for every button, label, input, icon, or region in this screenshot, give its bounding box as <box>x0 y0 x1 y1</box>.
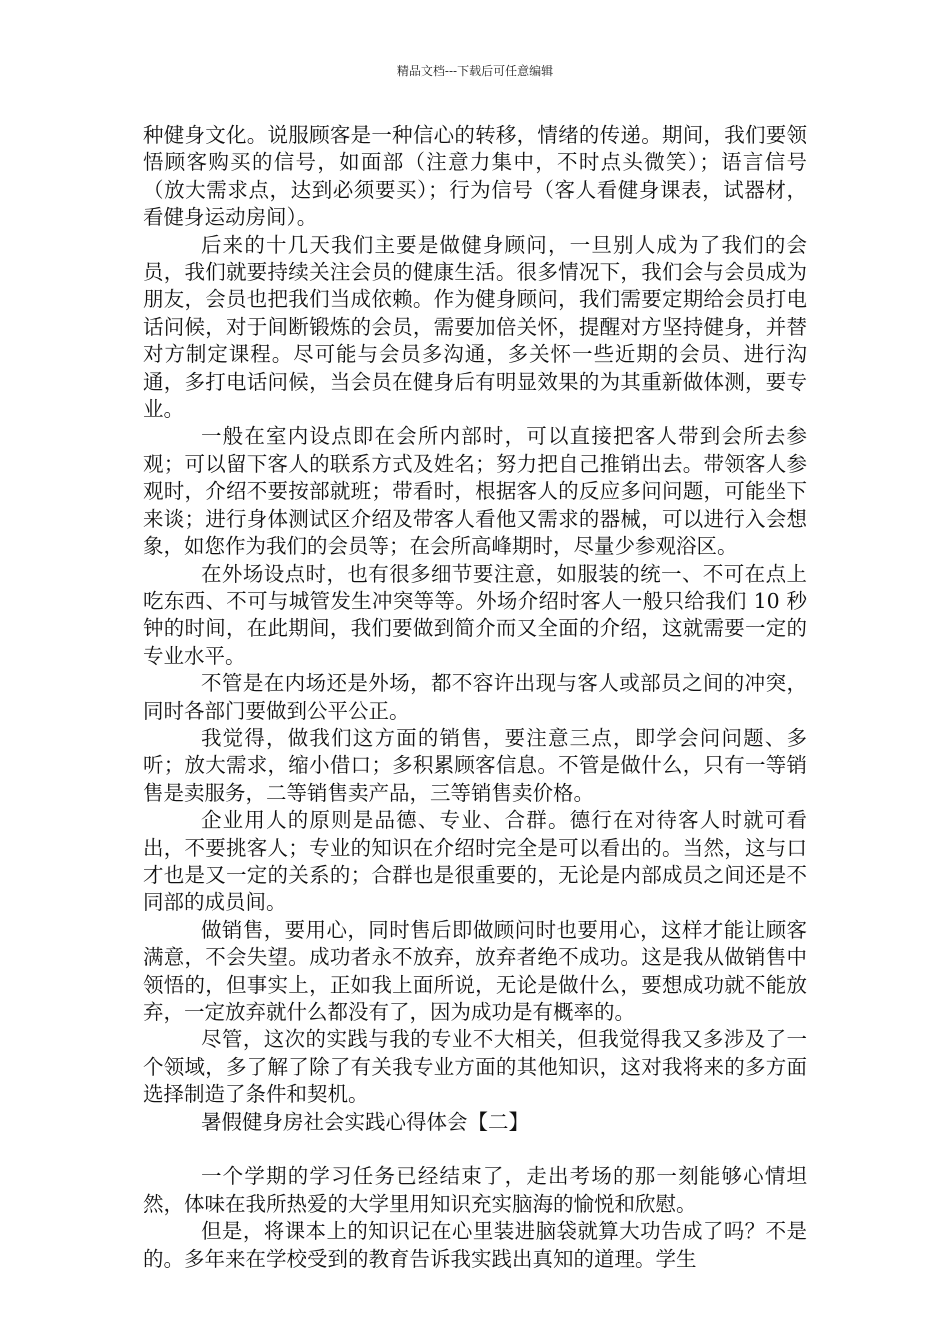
paragraph: 做销售，要用心，同时售后即做顾问时也要用心，这样才能让顾客满意，不会失望。成功者永不放弃，放弃者绝不成功。这是我从做销售中领悟的，但事实上，正如我上面所说，无论是做什么，要想成功就不能放弃，一定放弃就什么都没有了，因为成功是有概率的。 <box>143 917 807 1024</box>
paragraph: 但是，将课本上的知识记在心里装进脑袋就算大功告成了吗？不是的。多年来在学校受到的教育告诉我实践出真知的道理。学生 <box>143 1219 807 1271</box>
page-header: 精品文档---下载后可任意编辑 <box>396 64 554 78</box>
paragraph: 不管是在内场还是外场，都不容许出现与客人或部员之间的冲突，同时各部门要做到公平公正。 <box>143 671 807 723</box>
paragraph: 一个学期的学习任务已经结束了，走出考场的那一刻能够心情坦然，体味在我所热爱的大学里用知识充实脑海的愉悦和欣慰。 <box>143 1164 807 1216</box>
paragraph: 我觉得，做我们这方面的销售，要注意三点，即学会问问题、多听；放大需求，缩小借口；多积累顾客信息。不管是做什么，只有一等销售是卖服务，二等销售卖产品，三等销售卖价格。 <box>143 725 807 805</box>
paragraph: 在外场设点时，也有很多细节要注意，如服装的统一、不可在点上吃东西、不可与城管发生冲突等等。外场介绍时客人一般只给我们 10 秒钟的时间，在此期间，我们要做到简介而又全面的介绍，这就需要一定的专业水平。 <box>143 561 807 668</box>
paragraph: 企业用人的原则是品德、专业、合群。德行在对待客人时就可看出，不要挑客人；专业的知识在介绍时完全是可以看出的。当然，这与口才也是又一定的关系的；合群也是很重要的，无论是内部成员之间还是不同部的成员间。 <box>143 808 807 915</box>
document-body <box>143 122 807 1273</box>
paragraph: 种健身文化。说服顾客是一种信心的转移，情绪的传递。期间，我们要领悟顾客购买的信号，如面部（注意力集中，不时点头微笑）；语言信号（放大需求点，达到必须要买）；行为信号（客人看健身课表，试器材，看健身运动房间）。 <box>143 123 807 230</box>
section-heading: 暑假健身房社会实践心得体会【二】 <box>201 1109 529 1134</box>
paragraph: 后来的十几天我们主要是做健身顾问，一旦别人成为了我们的会员，我们就要持续关注会员的健康生活。很多情况下，我们会与会员成为朋友，会员也把我们当成依赖。作为健身顾问，我们需要定期给会员打电话问候，对于间断锻炼的会员，需要加倍关怀，提醒对方坚持健身，并替对方制定课程。尽可能与会员多沟通，多关怀一些近期的会员、进行沟通，多打电话问候，当会员在健身后有明显效果的为其重新做体测，要专业。 <box>143 232 807 422</box>
blank-line <box>143 1136 807 1163</box>
paragraph: 尽管，这次的实践与我的专业不大相关，但我觉得我又多涉及了一个领域，多了解了除了有关我专业方面的其他知识，这对我将来的多方面选择制造了条件和契机。 <box>143 1027 807 1107</box>
paragraph: 一般在室内设点即在会所内部时，可以直接把客人带到会所去参观；可以留下客人的联系方式及姓名；努力把自己推销出去。带领客人参观时，介绍不要按部就班；带看时，根据客人的反应多问问题，可能坐下来谈；进行身体测试区介绍及带客人看他又需求的器械，可以进行入会想象，如您作为我们的会员等；在会所高峰期时，尽量少参观浴区。 <box>143 424 807 559</box>
